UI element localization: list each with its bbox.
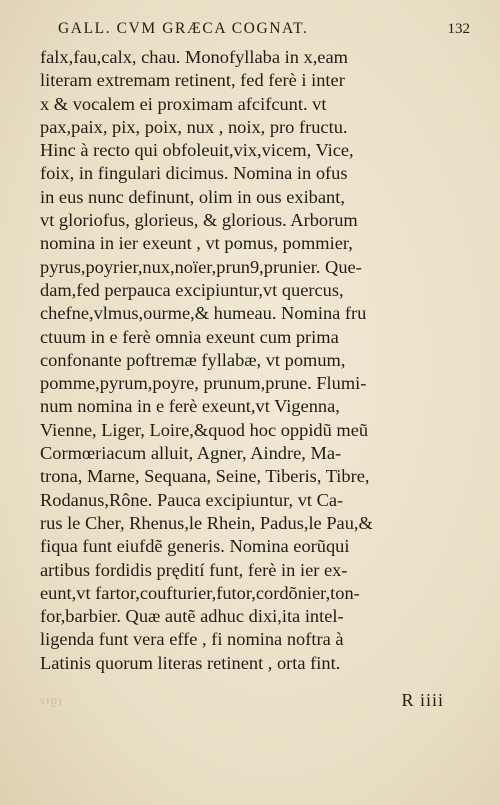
bleed-through-mark: ƨıƃʇ	[40, 695, 63, 710]
text-line: Latinis quorum literas retinent , orta fint.	[40, 652, 341, 673]
text-line: dam,fed perpauca excipiuntur,vt quercus,	[40, 279, 344, 300]
text-line: nomina in ier exeunt , vt pomus, pommier,	[40, 233, 353, 254]
text-line: ligenda funt vera effe , fi nomina noftra à	[40, 629, 344, 650]
text-line: x & vocalem ei proximam afcifcunt. vt	[40, 93, 327, 114]
folio-number: 132	[447, 21, 470, 37]
text-line: ctuum in e ferè omnia exeunt cum prima	[40, 326, 339, 347]
text-line: fiqua funt eiufdẽ generis. Nomina eorũqui	[40, 536, 350, 557]
running-title: GALL. CVM GRÆCA COGNAT.	[58, 20, 309, 37]
text-line: falx,fau,calx, chau. Monofyllaba in x,eam	[40, 47, 348, 67]
page-footer	[40, 690, 472, 711]
text-line: Hinc à recto qui obfoleuit,vix,vicem, Vice,	[40, 140, 354, 161]
text-line: pax,paix, pix, poix, nux , noix, pro fructu.	[40, 116, 348, 137]
text-line: chefne,vlmus,ourme,& humeau. Nomina fru	[40, 303, 367, 324]
text-line: confonante poftremæ fyllabæ, vt pomum,	[40, 349, 346, 370]
text-line: foix, in fingulari dicimus. Nomina in ofus	[40, 163, 348, 184]
text-line: rus le Cher, Rhenus,le Rhein, Padus,le Pau,&	[40, 512, 373, 533]
signature-mark: R iiii	[401, 690, 444, 710]
text-line: Rodanus,Rône. Pauca excipiuntur, vt Ca-	[40, 489, 344, 510]
text-line: eunt,vt fartor,coufturier,futor,cordõnier,ton-	[40, 582, 360, 603]
text-line: num nomina in e ferè exeunt,vt Vigenna,	[40, 396, 340, 417]
text-line: artibus fordidis prędití funt, ferè in ier ex-	[40, 559, 348, 580]
text-line: pomme,pyrum,poyre, prunum,prune. Flumi-	[40, 373, 367, 394]
text-line: vt gloriofus, glorieus, & glorious. Arborum	[40, 210, 358, 231]
body-text	[40, 46, 472, 675]
text-line: Vienne, Liger, Loire,&quod hoc oppidũ meũ	[40, 419, 369, 440]
text-line: trona, Marne, Sequana, Seine, Tiberis, Tibre,	[40, 466, 370, 487]
text-line: in eus nunc definunt, olim in ous exibant,	[40, 186, 345, 207]
page-header	[58, 20, 470, 38]
text-line: for,barbier. Quæ autẽ adhuc dixi,ita intel-	[40, 606, 344, 627]
text-line: Cormœriacum alluit, Agner, Aindre, Ma-	[40, 443, 342, 464]
text-line: literam extremam retinent, fed ferè i inter	[40, 70, 345, 91]
text-line: pyrus,poyrier,nux,noïer,prun9,prunier. Que-	[40, 256, 362, 277]
